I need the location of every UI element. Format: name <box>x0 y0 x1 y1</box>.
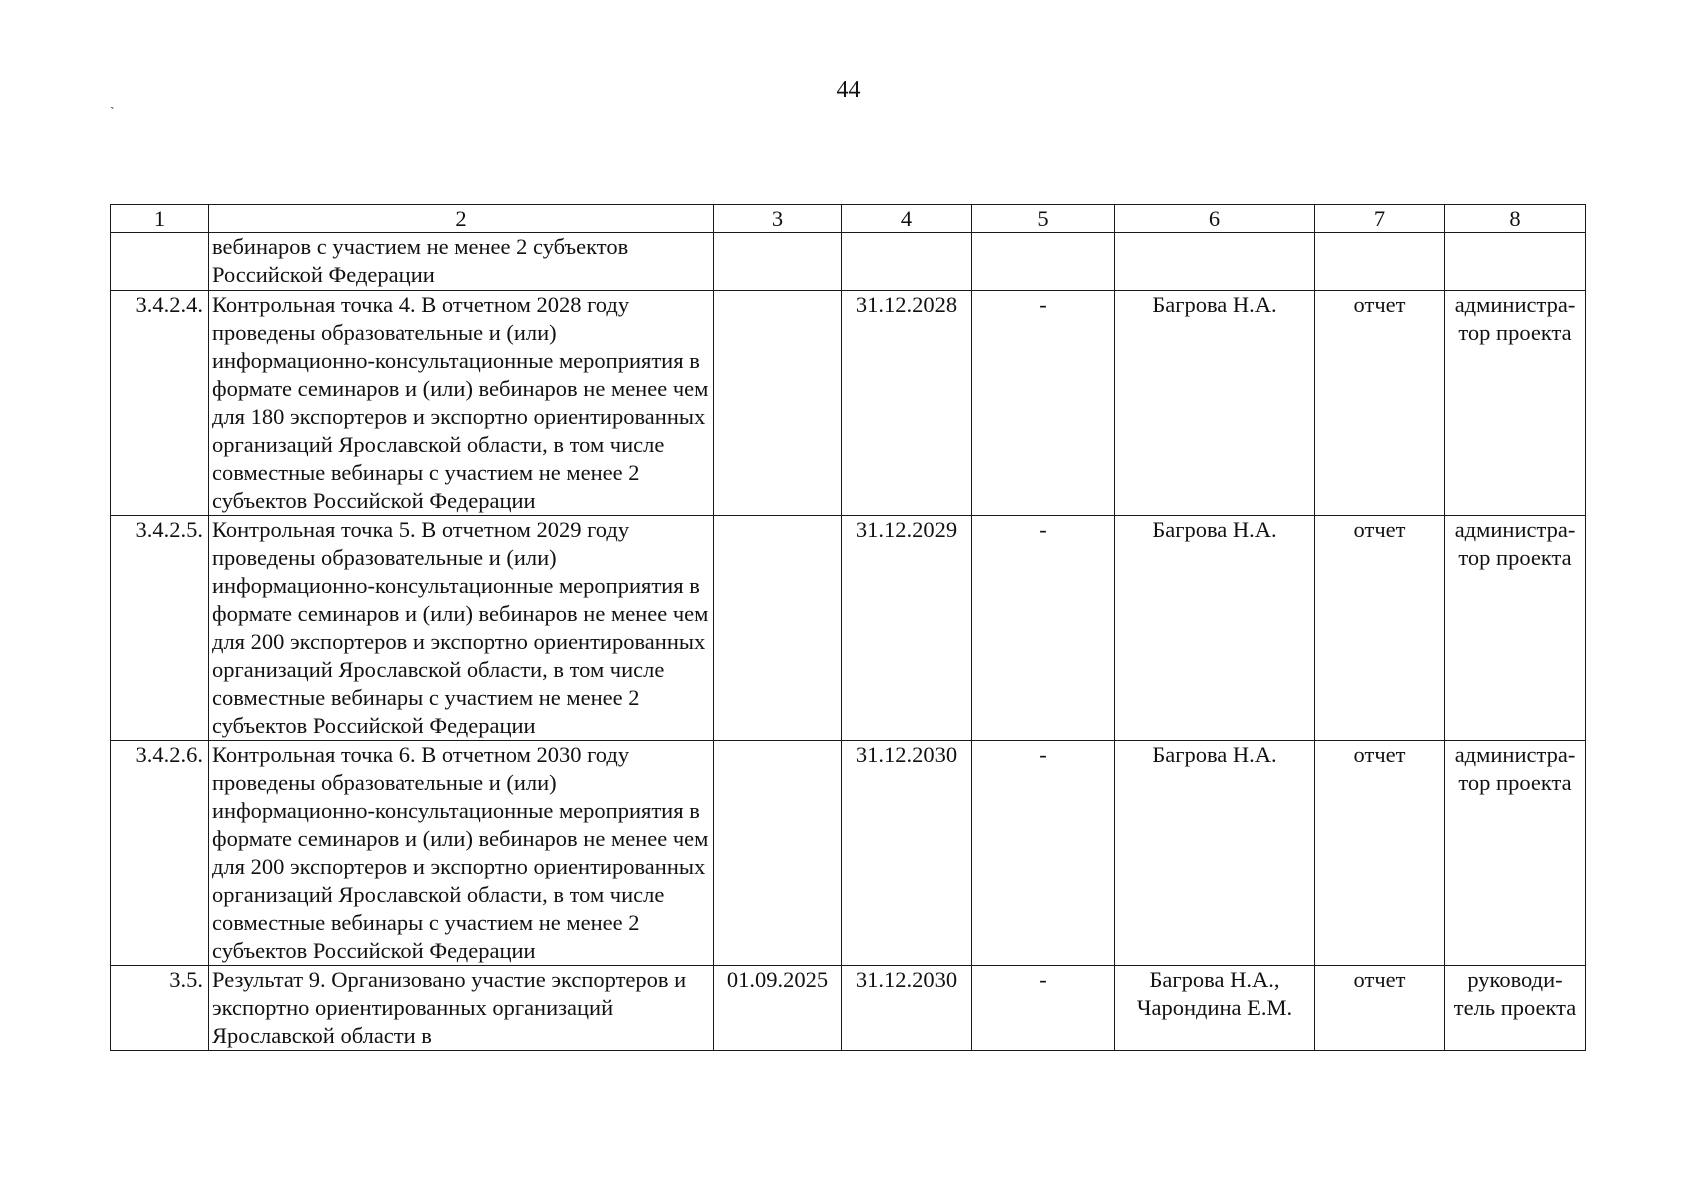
table-header-row <box>111 205 1586 233</box>
row-responsible: Багрова Н.А. <box>1115 291 1315 516</box>
row-column-5: - <box>972 741 1115 966</box>
row-description: Результат 9. Организовано участие экспортеров и экспортно ориентированных организаций Ярославской области в <box>209 966 714 1051</box>
row-responsible <box>1115 233 1315 291</box>
row-document-type <box>1315 233 1445 291</box>
column-header: 1 <box>111 205 209 233</box>
table-row <box>111 291 1586 516</box>
row-number <box>111 233 209 291</box>
row-role <box>1445 233 1586 291</box>
row-document-type: отчет <box>1315 966 1445 1051</box>
row-start-date <box>714 233 842 291</box>
row-column-5: - <box>972 291 1115 516</box>
column-header: 4 <box>842 205 972 233</box>
row-role: администра-тор проекта <box>1445 516 1586 741</box>
page-number: 44 <box>836 77 861 103</box>
row-responsible: Багрова Н.А. <box>1115 741 1315 966</box>
row-role: руководи-тель проекта <box>1445 966 1586 1051</box>
row-start-date: 01.09.2025 <box>714 966 842 1051</box>
row-end-date: 31.12.2030 <box>842 741 972 966</box>
row-number: 3.4.2.6. <box>111 741 209 966</box>
scan-mark: ˏ <box>110 95 115 110</box>
row-start-date <box>714 741 842 966</box>
row-responsible: Багрова Н.А., Чарондина Е.М. <box>1115 966 1315 1051</box>
schedule-table <box>110 204 1586 1051</box>
table-row <box>111 966 1586 1051</box>
column-header: 6 <box>1115 205 1315 233</box>
table-row <box>111 233 1586 291</box>
row-column-5 <box>972 233 1115 291</box>
row-number: 3.4.2.4. <box>111 291 209 516</box>
table-row <box>111 741 1586 966</box>
row-end-date: 31.12.2029 <box>842 516 972 741</box>
column-header: 8 <box>1445 205 1586 233</box>
row-end-date: 31.12.2028 <box>842 291 972 516</box>
row-description: вебинаров с участием не менее 2 субъектов Российской Федерации <box>209 233 714 291</box>
row-role: администра-тор проекта <box>1445 741 1586 966</box>
row-end-date <box>842 233 972 291</box>
row-role: администра-тор проекта <box>1445 291 1586 516</box>
row-document-type: отчет <box>1315 741 1445 966</box>
column-header: 7 <box>1315 205 1445 233</box>
row-description: Контрольная точка 6. В отчетном 2030 году проведены образовательные и (или) информационно-консультационные мероприятия в формате семинаров и (или) вебинаров не менее чем для 200 экспортеров и экспортно ориентированных организаций Ярославской области, в том числе совместные вебинары с участием не менее 2 субъектов Российской Федерации <box>209 741 714 966</box>
row-end-date: 31.12.2030 <box>842 966 972 1051</box>
row-start-date <box>714 291 842 516</box>
row-column-5: - <box>972 966 1115 1051</box>
row-column-5: - <box>972 516 1115 741</box>
table-row <box>111 516 1586 741</box>
row-document-type: отчет <box>1315 291 1445 516</box>
row-description: Контрольная точка 4. В отчетном 2028 году проведены образовательные и (или) информационно-консультационные мероприятия в формате семинаров и (или) вебинаров не менее чем для 180 экспортеров и экспортно ориентированных организаций Ярославской области, в том числе совместные вебинары с участием не менее 2 субъектов Российской Федерации <box>209 291 714 516</box>
row-document-type: отчет <box>1315 516 1445 741</box>
row-responsible: Багрова Н.А. <box>1115 516 1315 741</box>
row-number: 3.4.2.5. <box>111 516 209 741</box>
row-start-date <box>714 516 842 741</box>
column-header: 2 <box>209 205 714 233</box>
column-header: 3 <box>714 205 842 233</box>
column-header: 5 <box>972 205 1115 233</box>
row-description: Контрольная точка 5. В отчетном 2029 году проведены образовательные и (или) информационно-консультационные мероприятия в формате семинаров и (или) вебинаров не менее чем для 200 экспортеров и экспортно ориентированных организаций Ярославской области, в том числе совместные вебинары с участием не менее 2 субъектов Российской Федерации <box>209 516 714 741</box>
row-number: 3.5. <box>111 966 209 1051</box>
